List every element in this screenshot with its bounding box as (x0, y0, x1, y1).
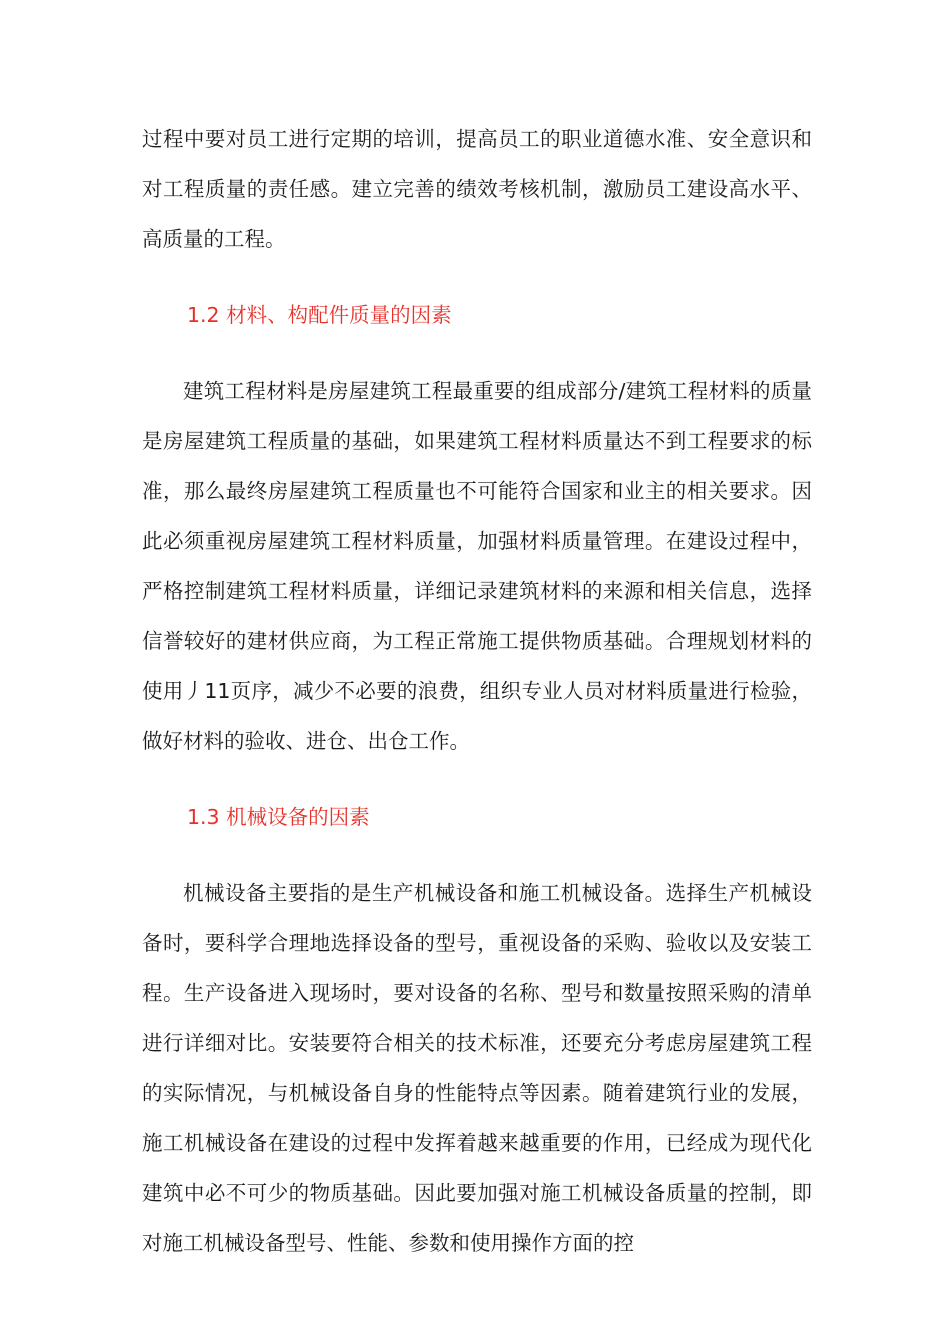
paragraph-materials: 建筑工程材料是房屋建筑工程最重要的组成部分/建筑工程材料的质量是房屋建筑工程质量的基础，如果建筑工程材料质量达不到工程要求的标准，那么最终房屋建筑工程质量也不可能符合国家和业主的相关要求。因此必须重视房屋建筑工程材料质量，加强材料质量管理。在建设过程中，严格控制建筑工程材料质量，详细记录建筑材料的来源和相关信息，选择信誉较好的建材供应商，为工程正常施工提供物质基础。合理规划材料的使用丿11页序，减少不必要的浪费，组织专业人员对材料质量进行检验，做好材料的验收、进仓、出仓工作。 (142, 379, 812, 753)
section-heading-1-2: 1.2 材料、构配件质量的因素 (187, 303, 452, 327)
paragraph-machinery: 机械设备主要指的是生产机械设备和施工机械设备。选择生产机械设备时，要科学合理地选择设备的型号，重视设备的采购、验收以及安装工程。生产设备进入现场时，要对设备的名称、型号和数量按照采购的清单进行详细对比。安装要符合相关的技术标准，还要充分考虑房屋建筑工程的实际情况，与机械设备自身的性能特点等因素。随着建筑行业的发展，施工机械设备在建设的过程中发挥着越来越重要的作用，已经成为现代化建筑中必不可少的物质基础。因此要加强对施工机械设备质量的控制，即对施工机械设备型号、性能、参数和使用操作方面的控 (142, 881, 812, 1255)
document-body (142, 114, 812, 1268)
section-heading-1-3: 1.3 机械设备的因素 (187, 805, 370, 829)
paragraph-continuation: 过程中要对员工进行定期的培训，提高员工的职业道德水准、安全意识和对工程质量的责任感。建立完善的绩效考核机制，激励员工建设高水平、高质量的工程。 (142, 127, 812, 251)
